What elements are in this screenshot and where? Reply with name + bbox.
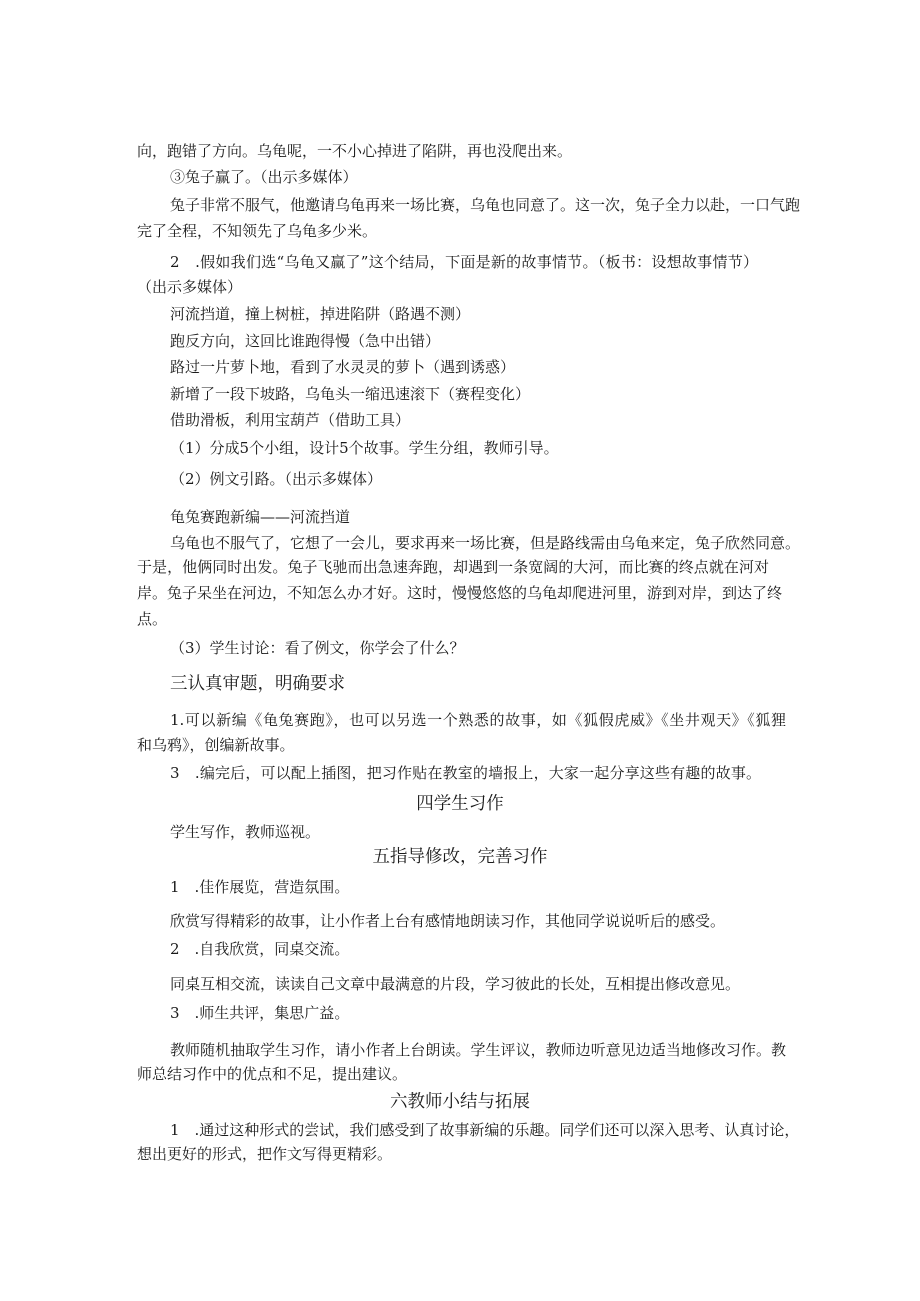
paragraph-line: 完了全程，不知领先了乌龟多少米。 (137, 222, 378, 240)
paragraph-line: 3 .编完后，可以配上插图，把习作贴在教室的墙报上，大家一起分享这些有趣的故事。 (170, 764, 761, 782)
paragraph-line: 学生写作，教师巡视。 (170, 823, 321, 841)
paragraph-line: 欣赏写得精彩的故事，让小作者上台有感情地朗读习作，其他同学说说听后的感受。 (170, 912, 726, 930)
paragraph-line: 3 .师生共评，集思广益。 (170, 1004, 350, 1022)
paragraph-line: （出示多媒体） (137, 278, 243, 296)
paragraph-line: 师总结习作中的优点和不足，提出建议。 (137, 1065, 408, 1083)
paragraph-line: 教师随机抽取学生习作，请小作者上台朗读。学生评议，教师边听意见边适当地修改习作。教 (170, 1041, 786, 1059)
paragraph-line: 2 .假如我们选“乌龟又赢了”这个结局，下面是新的故事情节。（板书：设想故事情节） (170, 253, 758, 271)
paragraph-line: 1 .通过这种形式的尝试，我们感受到了故事新编的乐趣。同学们还可以深入思考、认真讨论， (170, 1121, 800, 1139)
paragraph-line: 1 .佳作展览，营造氛围。 (170, 878, 350, 896)
paragraph-line: ③兔子赢了。（出示多媒体） (170, 168, 358, 186)
paragraph-line: 2 .自我欣赏，同桌交流。 (170, 940, 350, 958)
paragraph-line: 1.可以新编《龟兔赛跑》，也可以另选一个熟悉的故事，如《狐假虎威》《坐井观天》《狐狸 (170, 711, 786, 729)
example-title: 龟兔赛跑新编——河流挡道 (170, 508, 351, 526)
paragraph-line: 向，跑错了方向。乌龟呢，一不小心掉进了陷阱，再也没爬出来。 (137, 142, 573, 160)
paragraph-line: 借助滑板，利用宝葫芦（借助工具） (170, 411, 411, 429)
paragraph-line: （3）学生讨论：看了例文，你学会了什么？ (170, 639, 465, 657)
paragraph-line: （1）分成5个小组，设计5个故事。学生分组，教师引导。 (170, 439, 559, 457)
paragraph-line: 岸。兔子呆坐在河边，不知怎么办才好。这时，慢慢悠悠的乌龟却爬进河里，游到对岸，到达了终 (137, 584, 783, 602)
paragraph-line: 跑反方向，这回比谁跑得慢（急中出错） (170, 332, 441, 350)
paragraph-line: 和乌鸦》，创编新故事。 (137, 736, 295, 754)
paragraph-line: 兔子非常不服气，他邀请乌龟再来一场比赛，乌龟也同意了。这一次，兔子全力以赴，一口气跑 (170, 196, 801, 214)
paragraph-line: 同桌互相交流，读读自己文章中最满意的片段，学习彼此的长处，互相提出修改意见。 (170, 975, 741, 993)
paragraph-line: 于是，他俩同时出发。兔子飞驰而出急速奔跑，却遇到一条宽阔的大河，而比赛的终点就在河对 (137, 558, 769, 576)
paragraph-line: 河流挡道，撞上树桩，掉进陷阱（路遇不测） (170, 305, 471, 323)
section-heading: 五指导修改，完善习作 (372, 847, 548, 867)
paragraph-line: 路过一片萝卜地，看到了水灵灵的萝卜（遇到诱惑） (170, 358, 516, 376)
section-heading: 三认真审题，明确要求 (170, 674, 345, 694)
paragraph-line: （2）例文引路。（出示多媒体） (170, 470, 383, 488)
paragraph-line: 新增了一段下坡路，乌龟头一缩迅速滚下（赛程变化） (170, 385, 531, 403)
section-heading: 六教师小结与拓展 (390, 1092, 530, 1112)
paragraph-line: 乌龟也不服气了，它想了一会儿，要求再来一场比赛，但是路线需由乌龟来定，兔子欣然同意。 (170, 534, 801, 552)
section-heading: 四学生习作 (416, 794, 504, 814)
paragraph-line: 点。 (137, 610, 168, 628)
paragraph-line: 想出更好的形式，把作文写得更精彩。 (137, 1145, 393, 1163)
